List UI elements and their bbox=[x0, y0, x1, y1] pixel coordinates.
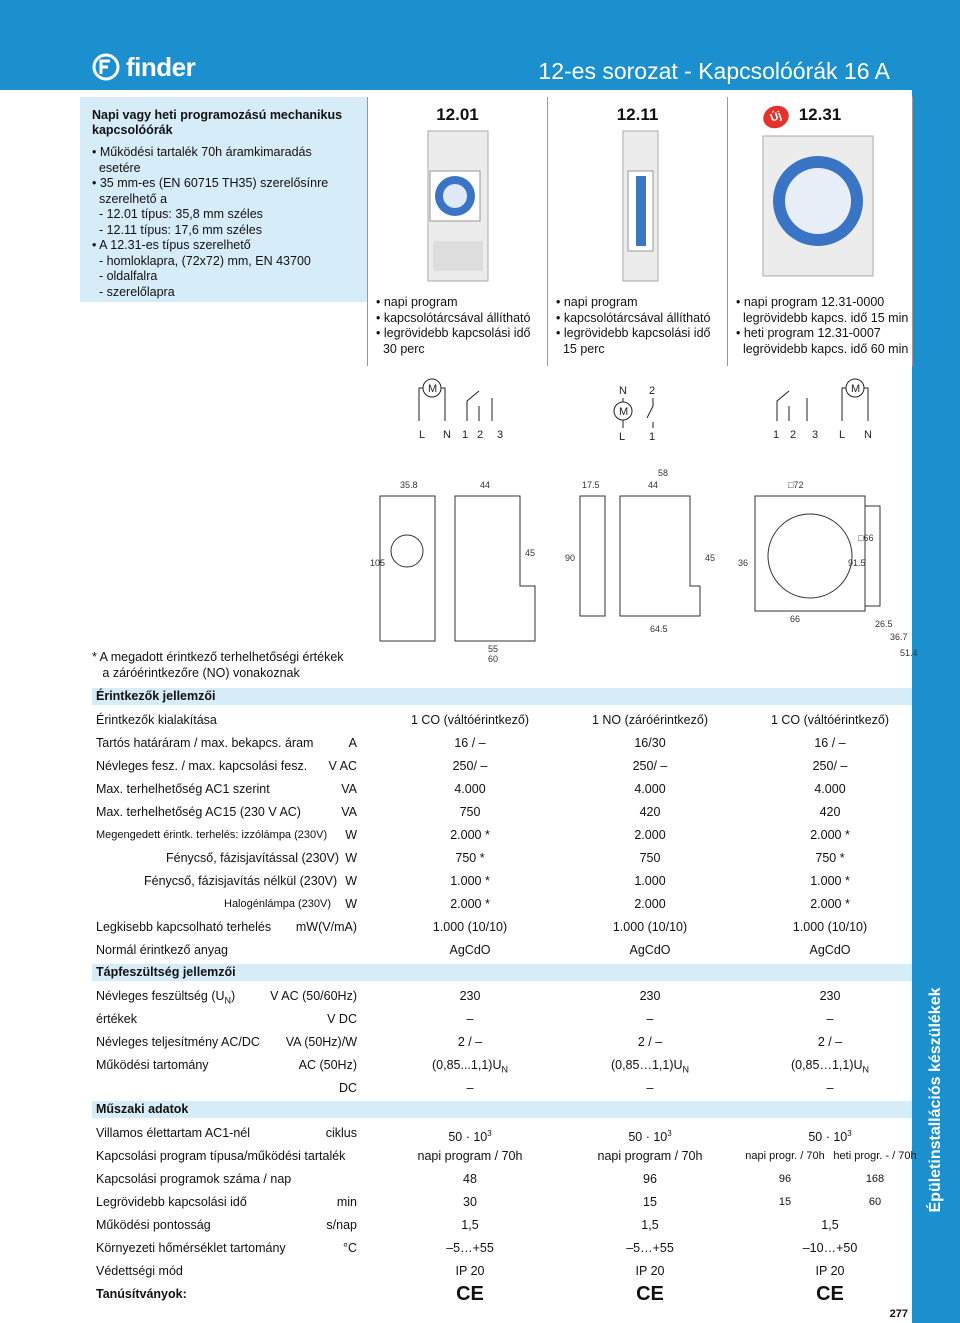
feature-line: • kapcsolótárcsával állítható bbox=[556, 310, 711, 325]
table-cell: 1.000 (10/10) bbox=[432, 920, 508, 934]
table-cell: $50 \cdot 10^3$ bbox=[448, 1129, 492, 1145]
wiring-diagrams bbox=[367, 366, 913, 466]
table-cell: 16 / – bbox=[454, 736, 486, 750]
features-list bbox=[92, 145, 362, 300]
product-features bbox=[728, 295, 914, 357]
table-cell: IP 20 bbox=[455, 1264, 485, 1278]
dim-label: 60 bbox=[488, 654, 499, 664]
table-cell: Környezeti hőmérséklet tartomány bbox=[96, 1241, 286, 1255]
table-cell: –5…+55 bbox=[626, 1241, 674, 1255]
table-cell: – bbox=[826, 1081, 834, 1095]
table-cell: 250/ – bbox=[452, 759, 488, 773]
table-cell: Névleges teljesítmény AC/DC bbox=[96, 1035, 260, 1049]
dim-label: 105 bbox=[370, 558, 386, 568]
table-cell: CE bbox=[636, 1283, 664, 1305]
product-code: 12.01 bbox=[436, 105, 479, 124]
wire-label: 1 bbox=[649, 431, 656, 443]
section-header: Tápfeszültség jellemzői bbox=[92, 964, 912, 981]
wire-label: L bbox=[419, 429, 426, 441]
feature-line: • heti program 12.31-0007 bbox=[736, 326, 881, 340]
dim-label: 91.5 bbox=[848, 558, 866, 568]
table-cell: 2 / – bbox=[817, 1035, 843, 1049]
feature-line: • napi program 12.31-0000 bbox=[736, 295, 885, 309]
table-cell: Fénycső, fázisjavítással (230V) bbox=[166, 851, 339, 865]
wire-label: 3 bbox=[812, 429, 819, 441]
table-row bbox=[92, 847, 912, 870]
table-cell: Villamos élettartam AC1-nél bbox=[96, 1126, 251, 1140]
table-cell: Működési tartomány bbox=[96, 1058, 209, 1072]
wire-label: L bbox=[619, 431, 626, 443]
table-cell: 168 bbox=[865, 1173, 885, 1185]
table-cell: 4.000 bbox=[814, 782, 846, 796]
table-cell: ciklus bbox=[325, 1126, 357, 1140]
table-cell: Névleges fesz. / max. kapcsolási fesz. bbox=[96, 759, 308, 773]
dim-label: □66 bbox=[858, 533, 874, 543]
table-cell: 250/ – bbox=[812, 759, 848, 773]
table-cell: 1 CO (váltóérintkező) bbox=[770, 713, 890, 727]
table-cell: 2 / – bbox=[457, 1035, 483, 1049]
table-cell: 2.000 * bbox=[810, 828, 850, 842]
feature-item: • 35 mm-es (EN 60715 TH35) szerelősínre bbox=[92, 176, 329, 190]
wire-label: 1 bbox=[773, 429, 780, 441]
table-cell: VA (50Hz)/W bbox=[285, 1035, 357, 1049]
table-cell: 2.000 bbox=[634, 828, 666, 842]
table-cell: 750 bbox=[459, 805, 481, 819]
feature-item: - 12.11 típus: 17,6 mm széles bbox=[92, 222, 262, 237]
table-cell: $(0,85\dots 1,1)U_N$ bbox=[790, 1058, 870, 1075]
table-cell: $(0,85...1,1)U_N$ bbox=[432, 1058, 508, 1075]
table-cell: – bbox=[646, 1081, 654, 1095]
table-cell: Max. terhelhetőség AC1 szerint bbox=[96, 782, 270, 796]
feature-line: • napi program bbox=[556, 295, 638, 309]
table-cell: 1.000 * bbox=[810, 874, 850, 888]
table-row bbox=[92, 1191, 912, 1214]
table-cell: Legrövidebb kapcsolási idő bbox=[96, 1195, 247, 1209]
feature-item: - 12.01 típus: 35,8 mm széles bbox=[92, 207, 263, 221]
dim-label: 44 bbox=[480, 480, 491, 490]
wire-label: M bbox=[851, 383, 861, 395]
table-cell: 2.000 * bbox=[450, 828, 490, 842]
table-cell: 420 bbox=[819, 805, 841, 819]
product-code: 12.31 bbox=[798, 105, 842, 124]
feature-line: • legrövidebb kapcsolási idő bbox=[376, 326, 531, 340]
page-number: 277 bbox=[889, 1308, 908, 1320]
wire-label: 1 bbox=[462, 429, 469, 441]
table-cell: IP 20 bbox=[635, 1264, 665, 1278]
table-cell: 750 bbox=[639, 851, 661, 865]
table-cell: 4.000 bbox=[634, 782, 666, 796]
table-row bbox=[92, 1283, 912, 1306]
table-cell: Fénycső, fázisjavítás nélkül (230V) bbox=[144, 874, 338, 888]
table-cell: AgCdO bbox=[449, 943, 491, 957]
table-cell: Normál érintkező anyag bbox=[96, 943, 229, 957]
table-cell: 30 bbox=[463, 1195, 477, 1209]
table-cell: $50 \cdot 10^3$ bbox=[628, 1129, 672, 1145]
table-cell: min bbox=[336, 1195, 357, 1209]
feature-item: szerelhető a bbox=[92, 191, 168, 206]
feature-item: • Működési tartalék 70h áramkimaradás bbox=[92, 145, 312, 159]
table-cell: heti progr. - / 70h bbox=[833, 1150, 917, 1162]
table-cell: 2 / – bbox=[637, 1035, 663, 1049]
table-cell: 1,5 bbox=[821, 1218, 839, 1232]
features-title: Napi vagy heti programozású mechanikus kapcsolóórák bbox=[92, 108, 343, 137]
product-image-12-31 bbox=[753, 131, 883, 291]
table-cell: 1,5 bbox=[461, 1218, 479, 1232]
product-features bbox=[368, 295, 548, 357]
dimension-drawings bbox=[360, 466, 918, 666]
feature-line: 30 perc bbox=[376, 341, 425, 356]
dim-label: □72 bbox=[788, 480, 804, 490]
table-row bbox=[92, 801, 912, 824]
dim-label: 36 bbox=[738, 558, 749, 568]
table-row bbox=[92, 1077, 912, 1100]
table-cell: A bbox=[348, 736, 357, 750]
table-cell: mW(V/mA) bbox=[295, 920, 357, 934]
table-cell: Védettségi mód bbox=[96, 1264, 183, 1278]
table-cell: 1,5 bbox=[641, 1218, 659, 1232]
table-row bbox=[92, 732, 912, 755]
dim-label: 26.5 bbox=[875, 619, 893, 629]
note-line: * A megadott érintkező terhelhetőségi értékek bbox=[92, 650, 344, 664]
table-row bbox=[92, 939, 912, 962]
table-cell: – bbox=[826, 1012, 834, 1026]
table-cell: 15 bbox=[643, 1195, 657, 1209]
dim-label: 45 bbox=[525, 548, 536, 558]
table-cell: 1 NO (záróérintkező) bbox=[591, 713, 708, 727]
table-row bbox=[92, 1145, 917, 1168]
table-row bbox=[92, 985, 912, 1008]
dim-label: 45 bbox=[705, 553, 716, 563]
table-cell: 2.000 bbox=[634, 897, 666, 911]
table-cell: W bbox=[345, 897, 357, 911]
table-row bbox=[92, 1168, 912, 1191]
table-cell: 16/30 bbox=[634, 736, 666, 750]
section-header: Érintkezők jellemzői bbox=[92, 688, 912, 705]
feature-line: • napi program bbox=[376, 295, 458, 309]
table-cell: Max. terhelhetőség AC15 (230 V AC) bbox=[96, 805, 301, 819]
table-cell: – bbox=[646, 1012, 654, 1026]
product-12-11 bbox=[547, 97, 727, 366]
table-cell: 750 * bbox=[455, 851, 485, 865]
table-cell: napi program / 70h bbox=[597, 1149, 703, 1163]
product-image-12-01 bbox=[398, 131, 518, 291]
table-cell: $(0,85\dots 1,1)U_N$ bbox=[610, 1058, 690, 1075]
table-cell: 2.000 * bbox=[450, 897, 490, 911]
feature-item: esetére bbox=[92, 160, 141, 175]
wire-label: N bbox=[864, 429, 872, 441]
logo-text: finder bbox=[126, 51, 196, 82]
note bbox=[92, 650, 382, 681]
table-cell: CE bbox=[456, 1283, 484, 1305]
table-cell: 1.000 (10/10) bbox=[612, 920, 688, 934]
feature-line: legrövidebb kapcs. idő 15 min bbox=[736, 310, 909, 325]
table-cell: Kapcsolási program típusa/működési tartalék bbox=[96, 1149, 346, 1163]
table-cell: 230 bbox=[819, 989, 841, 1003]
table-cell: 1.000 (10/10) bbox=[792, 920, 868, 934]
feature-item: - homloklapra, (72x72) mm, EN 43700 bbox=[92, 253, 311, 268]
table-row bbox=[92, 709, 912, 732]
dim-label: 90 bbox=[565, 553, 576, 563]
table-row bbox=[92, 1008, 912, 1031]
table-cell: Kapcsolási programok száma / nap bbox=[96, 1172, 292, 1186]
table-cell: – bbox=[466, 1081, 474, 1095]
table-cell: 4.000 bbox=[454, 782, 486, 796]
dim-label: 66 bbox=[790, 614, 801, 624]
wire-label: 2 bbox=[649, 385, 656, 397]
wire-label: N bbox=[443, 429, 451, 441]
table-cell: 1.000 bbox=[634, 874, 666, 888]
table-cell: 230 bbox=[459, 989, 481, 1003]
wire-label: M bbox=[619, 406, 629, 418]
table-cell: VA bbox=[341, 805, 357, 819]
table-cell: 15 bbox=[778, 1196, 792, 1208]
finder-logo bbox=[92, 52, 195, 82]
table-cell: napi progr. / 70h bbox=[745, 1150, 825, 1162]
dim-label: 58 bbox=[658, 468, 669, 478]
feature-line: legrövidebb kapcs. idő 60 min bbox=[736, 341, 909, 356]
table-cell: 230 bbox=[639, 989, 661, 1003]
table-row bbox=[92, 1214, 912, 1237]
table-cell: Működési pontosság bbox=[96, 1218, 211, 1232]
table-cell: Megengedett érintk. terhelés: izzólámpa (230V) bbox=[96, 829, 328, 841]
wire-label: 3 bbox=[497, 429, 504, 441]
wire-label: L bbox=[839, 429, 846, 441]
table-cell: –5…+55 bbox=[446, 1241, 494, 1255]
table-cell: értékek bbox=[96, 1012, 137, 1026]
table-cell: W bbox=[345, 828, 357, 842]
table-cell: s/nap bbox=[326, 1218, 357, 1232]
table-cell: °C bbox=[342, 1241, 357, 1255]
feature-line: • kapcsolótárcsával állítható bbox=[376, 310, 531, 325]
table-cell: AC (50Hz) bbox=[298, 1058, 357, 1072]
note-line: a záróérintkezőre (NO) vonakoznak bbox=[92, 665, 300, 680]
table-cell: –10…+50 bbox=[802, 1241, 858, 1255]
feature-item: - szerelőlapra bbox=[92, 284, 175, 299]
feature-item: • A 12.31-es típus szerelhető bbox=[92, 238, 251, 252]
dim-label: 55 bbox=[488, 644, 499, 654]
table-cell: 420 bbox=[639, 805, 661, 819]
series-title: 12-es sorozat - Kapcsolóórák 16 A bbox=[538, 58, 890, 84]
product-12-31 bbox=[727, 97, 913, 366]
table-row bbox=[92, 1260, 912, 1283]
table-cell: VA bbox=[341, 782, 357, 796]
wire-label: 2 bbox=[790, 429, 797, 441]
product-image-12-11 bbox=[578, 131, 698, 291]
dim-label: 64.5 bbox=[650, 624, 668, 634]
table-cell: Névleges feszültség $(U_N)$ bbox=[96, 989, 236, 1006]
table-row bbox=[92, 1031, 912, 1054]
new-badge: Új bbox=[760, 102, 792, 132]
table-cell: DC bbox=[338, 1081, 357, 1095]
product-code: 12.11 bbox=[616, 105, 659, 124]
table-cell: Tanúsítványok: bbox=[96, 1287, 187, 1301]
table-row bbox=[92, 755, 912, 778]
wire-label: M bbox=[428, 383, 438, 395]
table-cell: AgCdO bbox=[629, 943, 671, 957]
table-cell: 2.000 * bbox=[810, 897, 850, 911]
table-cell: 750 * bbox=[815, 851, 845, 865]
product-12-01 bbox=[367, 97, 547, 366]
table-row bbox=[92, 870, 912, 893]
table-cell: 16 / – bbox=[814, 736, 846, 750]
table-row bbox=[92, 1237, 912, 1260]
table-cell: W bbox=[345, 874, 357, 888]
table-row bbox=[92, 824, 912, 847]
table-cell: Halogénlámpa (230V) bbox=[224, 898, 332, 910]
table-cell: 250/ – bbox=[632, 759, 668, 773]
side-label: Épületinstallációs készülékek bbox=[927, 987, 944, 1213]
table-cell: 60 bbox=[868, 1196, 882, 1208]
dim-label: 44 bbox=[648, 480, 659, 490]
section-header: Műszaki adatok bbox=[92, 1101, 912, 1118]
table-cell: V DC bbox=[327, 1012, 357, 1026]
table-cell: IP 20 bbox=[815, 1264, 845, 1278]
product-features bbox=[548, 295, 728, 357]
dim-label: 17.5 bbox=[582, 480, 600, 490]
table-cell: AgCdO bbox=[809, 943, 851, 957]
table-cell: $50 \cdot 10^3$ bbox=[808, 1129, 852, 1145]
table-cell: 96 bbox=[778, 1173, 792, 1185]
table-cell: 1 CO (váltóérintkező) bbox=[410, 713, 530, 727]
dim-label: 51.4 bbox=[900, 648, 918, 658]
table-row bbox=[92, 1122, 912, 1145]
table-cell: V AC (50/60Hz) bbox=[270, 989, 357, 1003]
feature-line: • legrövidebb kapcsolási idő bbox=[556, 326, 711, 340]
table-cell: Érintkezők kialakítása bbox=[96, 713, 217, 727]
table-cell: CE bbox=[816, 1283, 844, 1305]
feature-item: - oldalfalra bbox=[92, 269, 158, 283]
finder-logo-icon bbox=[92, 53, 120, 81]
table-row bbox=[92, 916, 912, 939]
dim-label: 36.7 bbox=[890, 632, 908, 642]
table-cell: 48 bbox=[463, 1172, 477, 1186]
wire-label: N bbox=[619, 385, 627, 397]
table-cell: Legkisebb kapcsolható terhelés bbox=[96, 920, 272, 934]
table-cell: W bbox=[345, 851, 357, 865]
table-cell: napi program / 70h bbox=[417, 1149, 523, 1163]
table-cell: Tartós határáram / max. bekapcs. áram bbox=[96, 736, 314, 750]
wire-label: 2 bbox=[477, 429, 484, 441]
table-row bbox=[92, 1054, 912, 1077]
table-cell: 1.000 * bbox=[450, 874, 490, 888]
feature-line: 15 perc bbox=[556, 341, 605, 356]
table-cell: – bbox=[466, 1012, 474, 1026]
table-row bbox=[92, 893, 912, 916]
table-cell: V AC bbox=[328, 759, 357, 773]
table-row bbox=[92, 778, 912, 801]
table-cell: 96 bbox=[643, 1172, 657, 1186]
dim-label: 35.8 bbox=[400, 480, 418, 490]
